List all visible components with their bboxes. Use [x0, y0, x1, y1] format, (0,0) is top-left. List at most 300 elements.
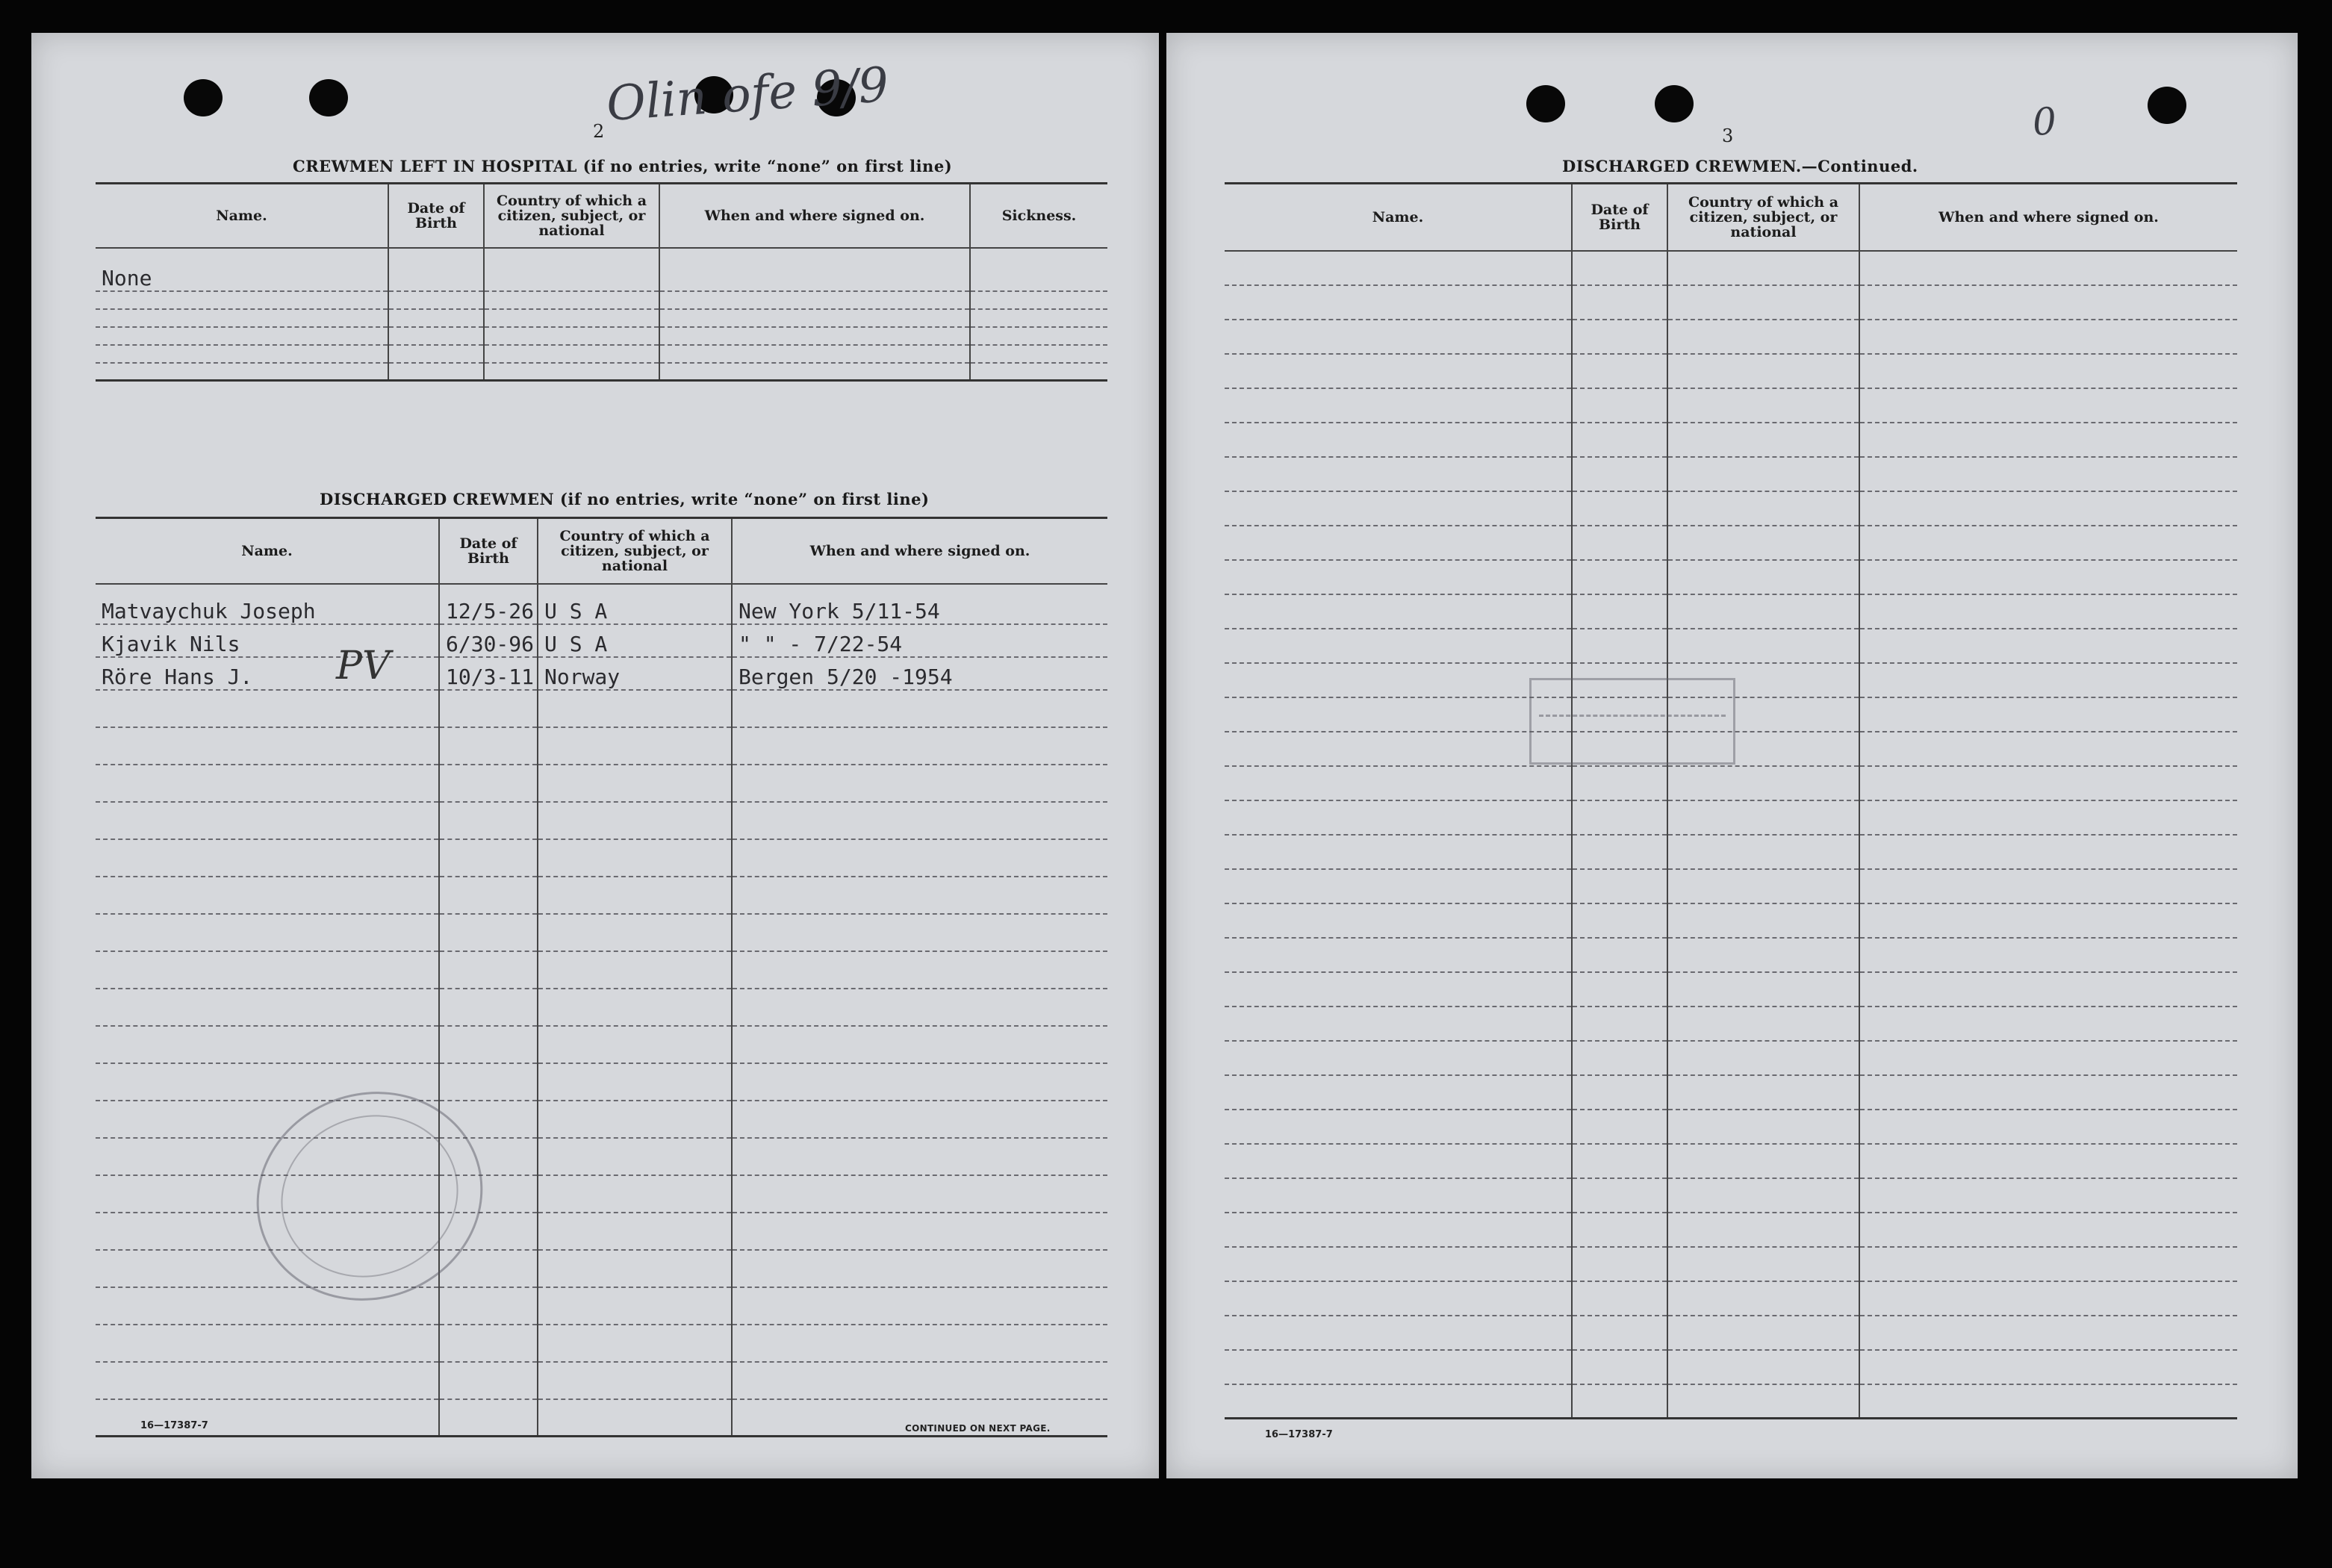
table-cell — [538, 914, 732, 951]
table-row — [96, 657, 1107, 690]
table-cell — [538, 1101, 732, 1138]
table-cell — [659, 345, 970, 363]
table-cell — [1859, 560, 2237, 594]
page-number: 2 — [593, 121, 605, 142]
table-cell — [1225, 835, 1572, 869]
table-cell: Bergen 5/20 -1954 — [732, 657, 1107, 690]
table-cell — [1859, 766, 2237, 800]
table-row — [1225, 629, 2237, 663]
table-cell — [538, 877, 732, 914]
table-cell — [96, 309, 388, 327]
table-cell: Röre Hans J. — [96, 657, 439, 690]
table-cell — [1859, 457, 2237, 491]
table-cell — [1572, 1350, 1667, 1384]
table-row — [1225, 388, 2237, 423]
table-cell — [388, 309, 484, 327]
table-cell — [1572, 972, 1667, 1007]
table-cell — [732, 765, 1107, 802]
table-cell — [439, 877, 538, 914]
table-row — [96, 690, 1107, 727]
table-cell — [970, 248, 1107, 291]
table-cell — [1572, 526, 1667, 560]
table-row — [96, 727, 1107, 765]
table-cell — [439, 802, 538, 839]
table-cell — [1667, 423, 1859, 457]
table-row — [1225, 251, 2237, 285]
table-cell — [1225, 1213, 1572, 1247]
table-cell — [1572, 320, 1667, 354]
table-cell: Kjavik Nils — [96, 624, 439, 657]
table-cell — [538, 1287, 732, 1325]
corner-mark: 0 — [2031, 99, 2058, 145]
table-row — [1225, 1384, 2237, 1419]
table-cell — [732, 839, 1107, 877]
table-cell — [1225, 629, 1572, 663]
table-cell — [732, 914, 1107, 951]
table-cell — [970, 291, 1107, 309]
table-row — [1225, 423, 2237, 457]
table-cell — [970, 363, 1107, 381]
table-cell — [732, 802, 1107, 839]
table-cell — [1859, 388, 2237, 423]
table-row — [1225, 1247, 2237, 1281]
table-cell — [388, 291, 484, 309]
table-cell — [1667, 869, 1859, 903]
table-cell — [1225, 354, 1572, 388]
form-code: 16—17387-7 — [1265, 1429, 1333, 1440]
discharged-continued-suffix: —Continued. — [1801, 157, 1918, 175]
table-row — [96, 1213, 1107, 1250]
table-cell — [96, 327, 388, 345]
table-row — [1225, 1350, 2237, 1384]
table-cell — [1859, 869, 2237, 903]
table-cell — [1225, 1316, 1572, 1350]
table-cell — [1667, 1350, 1859, 1384]
table-cell — [1859, 1041, 2237, 1075]
punch-hole — [309, 79, 348, 116]
table-cell — [1225, 1247, 1572, 1281]
table-cell — [1225, 1007, 1572, 1041]
table-cell — [96, 951, 439, 989]
table-row — [1225, 1144, 2237, 1178]
table-cell — [1572, 835, 1667, 869]
table-cell — [388, 327, 484, 345]
hospital-table — [96, 182, 1107, 382]
table-row — [1225, 1213, 2237, 1247]
table-row — [96, 624, 1107, 657]
table-cell — [1859, 903, 2237, 938]
table-row — [1225, 285, 2237, 320]
table-cell — [732, 1063, 1107, 1101]
table-cell — [96, 877, 439, 914]
table-row — [1225, 1041, 2237, 1075]
table-cell — [1667, 1007, 1859, 1041]
table-row — [1225, 1075, 2237, 1110]
table-cell — [1667, 938, 1859, 972]
table-cell — [1572, 1281, 1667, 1316]
table-cell — [96, 690, 439, 727]
table-cell — [1572, 1144, 1667, 1178]
table-cell — [538, 1325, 732, 1362]
table-cell — [1225, 1110, 1572, 1144]
table-cell — [96, 839, 439, 877]
table-cell — [1667, 354, 1859, 388]
table-cell — [659, 327, 970, 345]
table-row — [96, 291, 1107, 309]
table-cell — [732, 1325, 1107, 1362]
discharged-table — [96, 517, 1107, 1437]
table-row — [96, 1250, 1107, 1287]
table-cell — [1859, 1110, 2237, 1144]
hospital-section-title: CREWMEN LEFT IN HOSPITAL (if no entries, write “none” on first line) — [293, 157, 953, 175]
table-row — [96, 989, 1107, 1026]
table-cell — [732, 690, 1107, 727]
table-cell — [1859, 354, 2237, 388]
table-cell — [1225, 1041, 1572, 1075]
table-cell — [439, 839, 538, 877]
table-row — [96, 765, 1107, 802]
table-cell — [388, 363, 484, 381]
header-sickness: Sickness. — [970, 184, 1107, 248]
table-cell — [538, 839, 732, 877]
table-cell — [1572, 1178, 1667, 1213]
table-cell — [1859, 491, 2237, 526]
form-code: 16—17387-7 — [140, 1420, 208, 1431]
table-cell: 6/30-96 — [439, 624, 538, 657]
discharged-section-title: DISCHARGED CREWMEN (if no entries, write “none” on first line) — [320, 490, 930, 508]
header-country: Country of which a citizen, subject, or national — [1667, 184, 1859, 251]
page-number: 3 — [1722, 125, 1734, 146]
table-cell — [1225, 1350, 1572, 1384]
table-cell — [732, 1250, 1107, 1287]
table-cell — [1572, 1213, 1667, 1247]
table-cell — [538, 690, 732, 727]
table-row — [96, 1063, 1107, 1101]
table-cell — [1859, 526, 2237, 560]
table-cell — [1572, 423, 1667, 457]
table-cell — [439, 1362, 538, 1399]
table-row — [1225, 869, 2237, 903]
table-row — [1225, 560, 2237, 594]
table-cell — [1225, 869, 1572, 903]
table-cell — [538, 727, 732, 765]
table-cell — [1667, 903, 1859, 938]
table-cell — [1667, 1316, 1859, 1350]
table-cell — [1572, 1041, 1667, 1075]
table-row — [96, 802, 1107, 839]
table-cell — [1225, 972, 1572, 1007]
table-cell — [1859, 972, 2237, 1007]
table-cell — [1225, 1075, 1572, 1110]
table-cell — [1225, 320, 1572, 354]
continued-note: CONTINUED ON NEXT PAGE. — [905, 1423, 1051, 1434]
table-cell: None — [96, 248, 388, 291]
table-cell: U S A — [538, 624, 732, 657]
table-row — [96, 1287, 1107, 1325]
table-row — [96, 1026, 1107, 1063]
table-cell — [1667, 285, 1859, 320]
table-cell — [1572, 1110, 1667, 1144]
table-cell — [439, 1399, 538, 1437]
table-row — [96, 309, 1107, 327]
table-cell — [732, 1287, 1107, 1325]
table-cell — [484, 327, 659, 345]
table-row — [96, 248, 1107, 291]
table-cell — [1859, 251, 2237, 285]
table-cell — [732, 951, 1107, 989]
table-row — [1225, 903, 2237, 938]
table-cell — [439, 1063, 538, 1101]
table-cell — [732, 1213, 1107, 1250]
table-cell — [1572, 1384, 1667, 1419]
rectangular-stamp — [1529, 678, 1735, 765]
table-row — [96, 1101, 1107, 1138]
header-date-of-birth: Date of Birth — [1572, 184, 1667, 251]
table-cell — [732, 877, 1107, 914]
table-row — [1225, 491, 2237, 526]
table-cell — [1859, 800, 2237, 835]
table-row — [1225, 972, 2237, 1007]
table-cell: " " - 7/22-54 — [732, 624, 1107, 657]
table-cell — [1667, 1247, 1859, 1281]
table-cell — [96, 989, 439, 1026]
discharged-continued-table — [1225, 182, 2237, 1419]
table-cell — [96, 1325, 439, 1362]
table-cell: U S A — [538, 584, 732, 624]
table-cell — [439, 914, 538, 951]
left-page — [31, 33, 1159, 1478]
table-cell — [1572, 491, 1667, 526]
table-cell — [1225, 1384, 1572, 1419]
table-row — [96, 839, 1107, 877]
table-cell — [659, 291, 970, 309]
handwritten-note: Olin ofe 9/9 — [604, 57, 891, 133]
table-cell — [439, 951, 538, 989]
table-cell — [1667, 1075, 1859, 1110]
table-cell — [1572, 560, 1667, 594]
table-cell — [538, 1399, 732, 1437]
table-cell — [1572, 251, 1667, 285]
table-cell — [538, 1063, 732, 1101]
table-cell — [1859, 1144, 2237, 1178]
table-cell — [439, 989, 538, 1026]
table-cell — [96, 291, 388, 309]
table-cell — [96, 1026, 439, 1063]
header-country: Country of which a citizen, subject, or national — [538, 518, 732, 584]
table-row — [96, 914, 1107, 951]
table-cell — [1859, 423, 2237, 457]
table-cell — [439, 1026, 538, 1063]
table-cell — [1859, 1007, 2237, 1041]
table-cell — [96, 363, 388, 381]
table-row — [96, 345, 1107, 363]
table-cell — [439, 727, 538, 765]
handwritten-initials: PV — [336, 644, 391, 688]
table-cell: 10/3-11 — [439, 657, 538, 690]
table-cell — [1859, 732, 2237, 766]
header-name: Name. — [96, 184, 388, 248]
header-date-of-birth: Date of Birth — [388, 184, 484, 248]
table-row — [96, 951, 1107, 989]
table-row — [1225, 766, 2237, 800]
table-cell — [1225, 1144, 1572, 1178]
table-cell — [1225, 663, 1572, 697]
table-cell — [388, 248, 484, 291]
table-cell — [1225, 903, 1572, 938]
table-cell — [1859, 1178, 2237, 1213]
table-cell — [970, 327, 1107, 345]
table-cell — [1667, 1041, 1859, 1075]
table-cell — [1667, 388, 1859, 423]
table-cell — [1225, 457, 1572, 491]
discharged-continued-title — [1562, 157, 1918, 175]
header-when-where: When and where signed on. — [1859, 184, 2237, 251]
table-cell — [1225, 697, 1572, 732]
table-cell: Matvaychuk Joseph — [96, 584, 439, 624]
header-name: Name. — [96, 518, 439, 584]
table-row — [96, 327, 1107, 345]
table-cell — [1859, 835, 2237, 869]
table-cell — [484, 248, 659, 291]
table-cell — [388, 345, 484, 363]
table-cell — [96, 727, 439, 765]
table-row — [96, 363, 1107, 381]
table-cell — [1225, 491, 1572, 526]
table-cell — [1572, 903, 1667, 938]
table-cell — [1572, 1007, 1667, 1041]
table-cell — [1667, 1144, 1859, 1178]
table-cell — [1225, 388, 1572, 423]
table-cell — [1572, 629, 1667, 663]
table-cell — [1225, 732, 1572, 766]
table-cell — [1572, 938, 1667, 972]
table-cell — [1572, 285, 1667, 320]
table-cell — [1667, 972, 1859, 1007]
table-cell — [484, 309, 659, 327]
table-cell — [96, 1362, 439, 1399]
table-cell — [1667, 457, 1859, 491]
table-cell — [1572, 766, 1667, 800]
table-cell — [732, 1101, 1107, 1138]
header-name: Name. — [1225, 184, 1572, 251]
table-cell — [538, 802, 732, 839]
table-cell — [1859, 594, 2237, 629]
table-cell — [1667, 766, 1859, 800]
table-row — [96, 1138, 1107, 1175]
table-cell — [1572, 457, 1667, 491]
table-cell — [1225, 938, 1572, 972]
table-cell — [1572, 354, 1667, 388]
table-cell — [1859, 663, 2237, 697]
table-cell — [1225, 423, 1572, 457]
table-cell — [1667, 491, 1859, 526]
table-cell — [1225, 594, 1572, 629]
header-date-of-birth: Date of Birth — [439, 518, 538, 584]
table-cell — [1572, 1075, 1667, 1110]
table-cell — [1225, 766, 1572, 800]
table-row — [1225, 457, 2237, 491]
table-cell — [1859, 1316, 2237, 1350]
table-row — [96, 1362, 1107, 1399]
table-cell — [538, 1175, 732, 1213]
table-cell — [96, 765, 439, 802]
table-row — [1225, 1110, 2237, 1144]
table-cell — [1667, 800, 1859, 835]
table-cell — [1225, 1281, 1572, 1316]
table-cell — [1667, 526, 1859, 560]
table-row — [1225, 938, 2237, 972]
table-row — [1225, 1316, 2237, 1350]
table-cell — [439, 1325, 538, 1362]
table-cell — [659, 248, 970, 291]
table-cell — [1225, 285, 1572, 320]
table-cell — [1859, 1281, 2237, 1316]
table-cell — [538, 765, 732, 802]
table-cell — [1859, 1247, 2237, 1281]
table-cell — [439, 1287, 538, 1325]
table-cell — [1667, 835, 1859, 869]
table-cell — [1859, 629, 2237, 663]
table-cell — [1667, 560, 1859, 594]
table-row — [96, 877, 1107, 914]
table-cell — [1859, 285, 2237, 320]
table-cell — [96, 802, 439, 839]
table-row — [1225, 526, 2237, 560]
table-row — [96, 584, 1107, 624]
table-cell — [1225, 251, 1572, 285]
table-cell — [1572, 1316, 1667, 1350]
table-cell — [732, 1026, 1107, 1063]
table-cell — [96, 914, 439, 951]
header-country: Country of which a citizen, subject, or national — [484, 184, 659, 248]
table-row — [1225, 1007, 2237, 1041]
table-row — [1225, 835, 2237, 869]
table-cell — [1572, 1247, 1667, 1281]
table-cell — [1859, 697, 2237, 732]
punch-hole — [1526, 85, 1565, 122]
table-cell — [1667, 629, 1859, 663]
table-cell — [1667, 1178, 1859, 1213]
table-cell — [1225, 800, 1572, 835]
table-cell — [970, 309, 1107, 327]
table-cell — [970, 345, 1107, 363]
table-cell — [538, 1138, 732, 1175]
table-row — [1225, 1178, 2237, 1213]
table-row — [96, 1175, 1107, 1213]
table-cell — [1859, 1213, 2237, 1247]
table-cell — [1572, 869, 1667, 903]
table-cell — [1572, 800, 1667, 835]
punch-hole — [1655, 85, 1694, 122]
table-cell — [732, 1138, 1107, 1175]
table-row — [1225, 1281, 2237, 1316]
table-cell — [1667, 594, 1859, 629]
table-cell — [1667, 320, 1859, 354]
table-cell — [538, 1250, 732, 1287]
table-cell — [538, 1026, 732, 1063]
table-cell — [1225, 1178, 1572, 1213]
table-cell: New York 5/11-54 — [732, 584, 1107, 624]
table-cell — [484, 345, 659, 363]
table-cell — [732, 727, 1107, 765]
table-cell — [659, 363, 970, 381]
table-cell — [732, 1362, 1107, 1399]
table-cell — [732, 1175, 1107, 1213]
table-row — [1225, 594, 2237, 629]
table-cell: Norway — [538, 657, 732, 690]
table-cell — [1572, 594, 1667, 629]
table-row — [1225, 800, 2237, 835]
